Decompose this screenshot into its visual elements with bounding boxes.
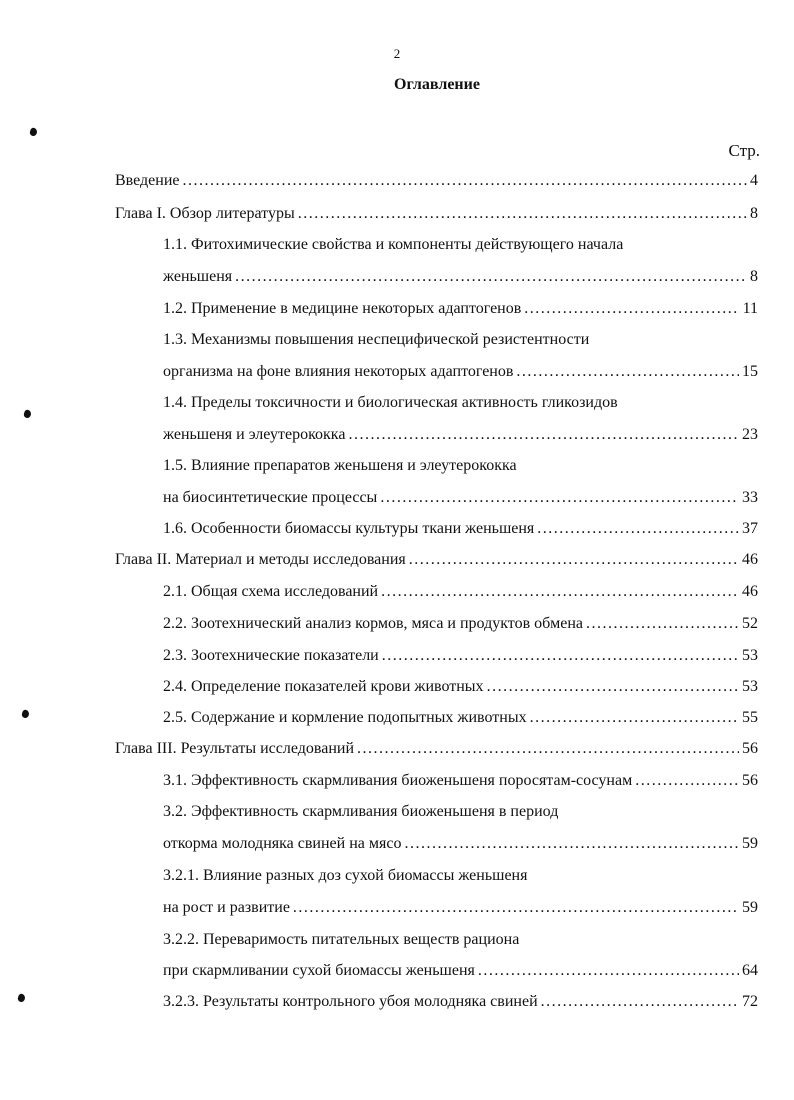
page-column-header: Стр. <box>728 141 760 160</box>
leader-dots <box>530 707 739 729</box>
toc-entry-title: при скармливании сухой биомассы женьшеня <box>163 962 475 979</box>
leader-dots <box>357 738 739 760</box>
toc-entry-page: 53 <box>742 647 758 664</box>
toc-entry-chapter-3[interactable] <box>115 738 758 760</box>
toc-entry-page: 72 <box>742 993 758 1010</box>
toc-entry-title: 2.3. Зоотехнические показатели <box>163 647 379 664</box>
toc-entry-1-5[interactable] <box>163 487 758 509</box>
toc-entry-page: 56 <box>742 772 758 789</box>
leader-dots <box>404 833 739 855</box>
toc-entry-page: 59 <box>742 835 758 852</box>
leader-dots <box>381 581 739 603</box>
leader-dots <box>348 424 739 446</box>
scan-mark <box>21 709 30 719</box>
toc-entry-title: женьшеня <box>163 268 233 285</box>
toc-entry-page: 33 <box>742 489 758 506</box>
leader-dots <box>298 203 747 225</box>
toc-entry-2-5[interactable] <box>163 707 758 729</box>
toc-entry-title: Введение <box>115 172 180 189</box>
toc-entry-title: на рост и развитие <box>163 899 290 916</box>
leader-dots <box>524 298 739 320</box>
toc-entry-title: 2.5. Содержание и кормление подопытных животных <box>163 709 527 726</box>
toc-entry-page: 55 <box>742 709 758 726</box>
toc-entry-title: 2.4. Определение показателей крови животных <box>163 678 484 695</box>
toc-entry-page: 59 <box>742 899 758 916</box>
toc-entry-title: Глава III. Результаты исследований <box>115 740 355 757</box>
toc-entry-1-6[interactable] <box>163 518 758 540</box>
toc-entry-3-2-1[interactable] <box>163 897 758 919</box>
leader-dots <box>487 676 739 698</box>
page-number: 2 <box>393 46 401 61</box>
toc-entry-1-5-line1[interactable]: 1.5. Влияние препаратов женьшеня и элеутерококка <box>163 457 517 474</box>
scan-mark <box>29 127 38 137</box>
toc-entry-1-4-line1[interactable]: 1.4. Пределы токсичности и биологическая активность гликозидов <box>163 394 618 411</box>
page-title: Оглавление <box>394 76 480 93</box>
toc-entry-page: 8 <box>750 205 758 222</box>
toc-entry-1-2[interactable] <box>163 298 758 320</box>
toc-entry-page: 8 <box>750 268 758 285</box>
toc-entry-page: 23 <box>742 426 758 443</box>
toc-entry-title: 1.6. Особенности биомассы культуры ткани женьшеня <box>163 520 535 537</box>
leader-dots <box>516 361 739 383</box>
leader-dots <box>293 897 739 919</box>
leader-dots <box>235 266 747 288</box>
toc-entry-introduction[interactable] <box>115 170 758 192</box>
toc-entry-page: 46 <box>742 551 758 568</box>
toc-entry-1-1[interactable] <box>163 266 758 288</box>
toc-entry-3-2-2[interactable] <box>163 960 758 982</box>
toc-entry-1-1-line1[interactable]: 1.1. Фитохимические свойства и компоненты действующего начала <box>163 236 624 253</box>
toc-entry-3-2-1-line1[interactable]: 3.2.1. Влияние разных доз сухой биомассы женьшеня <box>163 867 528 884</box>
toc-entry-title: Глава I. Обзор литературы <box>115 205 295 222</box>
toc-entry-1-3[interactable] <box>163 361 758 383</box>
leader-dots <box>478 960 739 982</box>
toc-entry-2-3[interactable] <box>163 645 758 667</box>
toc-entry-title: 2.1. Общая схема исследований <box>163 583 379 600</box>
toc-entry-page: 4 <box>750 172 758 189</box>
toc-entry-title: на биосинтетические процессы <box>163 489 378 506</box>
toc-entry-page: 15 <box>742 363 758 380</box>
leader-dots <box>409 549 739 571</box>
toc-entry-title: Глава II. Материал и методы исследования <box>115 551 406 568</box>
toc-entry-3-1[interactable] <box>163 770 758 792</box>
leader-dots <box>382 645 739 667</box>
toc-entry-2-1[interactable] <box>163 581 758 603</box>
toc-entry-title: организма на фоне влияния некоторых адаптогенов <box>163 363 514 380</box>
leader-dots <box>183 170 748 192</box>
toc-entry-2-4[interactable] <box>163 676 758 698</box>
toc-entry-2-2[interactable] <box>163 613 758 635</box>
toc-entry-page: 37 <box>742 520 758 537</box>
toc-entry-title: женьшеня и элеутерококка <box>163 426 346 443</box>
toc-entry-title: 3.2.3. Результаты контрольного убоя молодняка свиней <box>163 993 538 1010</box>
toc-entry-title: откорма молодняка свиней на мясо <box>163 835 402 852</box>
toc-entry-page: 53 <box>742 678 758 695</box>
toc-entry-page: 11 <box>742 300 758 317</box>
leader-dots <box>537 518 739 540</box>
toc-entry-3-2-2-line1[interactable]: 3.2.2. Переваримость питательных веществ рациона <box>163 931 520 948</box>
toc-entry-page: 52 <box>742 615 758 632</box>
toc-entry-title: 2.2. Зоотехнический анализ кормов, мяса и продуктов обмена <box>163 615 583 632</box>
scan-mark <box>17 993 26 1003</box>
leader-dots <box>586 613 739 635</box>
toc-entry-3-2-3[interactable] <box>163 991 758 1013</box>
toc-entry-1-3-line1[interactable]: 1.3. Механизмы повышения неспецифической резистентности <box>163 331 590 348</box>
toc-entry-page: 46 <box>742 583 758 600</box>
leader-dots <box>541 991 739 1013</box>
scan-mark <box>23 409 32 419</box>
toc-entry-chapter-1[interactable] <box>115 203 758 225</box>
toc-entry-page: 64 <box>742 962 758 979</box>
toc-entry-chapter-2[interactable] <box>115 549 758 571</box>
leader-dots <box>380 487 739 509</box>
toc-entry-page: 56 <box>742 740 758 757</box>
leader-dots <box>635 770 739 792</box>
toc-entry-title: 1.2. Применение в медицине некоторых адаптогенов <box>163 300 522 317</box>
toc-entry-1-4[interactable] <box>163 424 758 446</box>
toc-entry-3-2[interactable] <box>163 833 758 855</box>
toc-entry-title: 3.1. Эффективность скармливания биоженьшеня поросятам-сосунам <box>163 772 633 789</box>
toc-entry-3-2-line1[interactable]: 3.2. Эффективность скармливания биоженьшеня в период <box>163 803 559 820</box>
